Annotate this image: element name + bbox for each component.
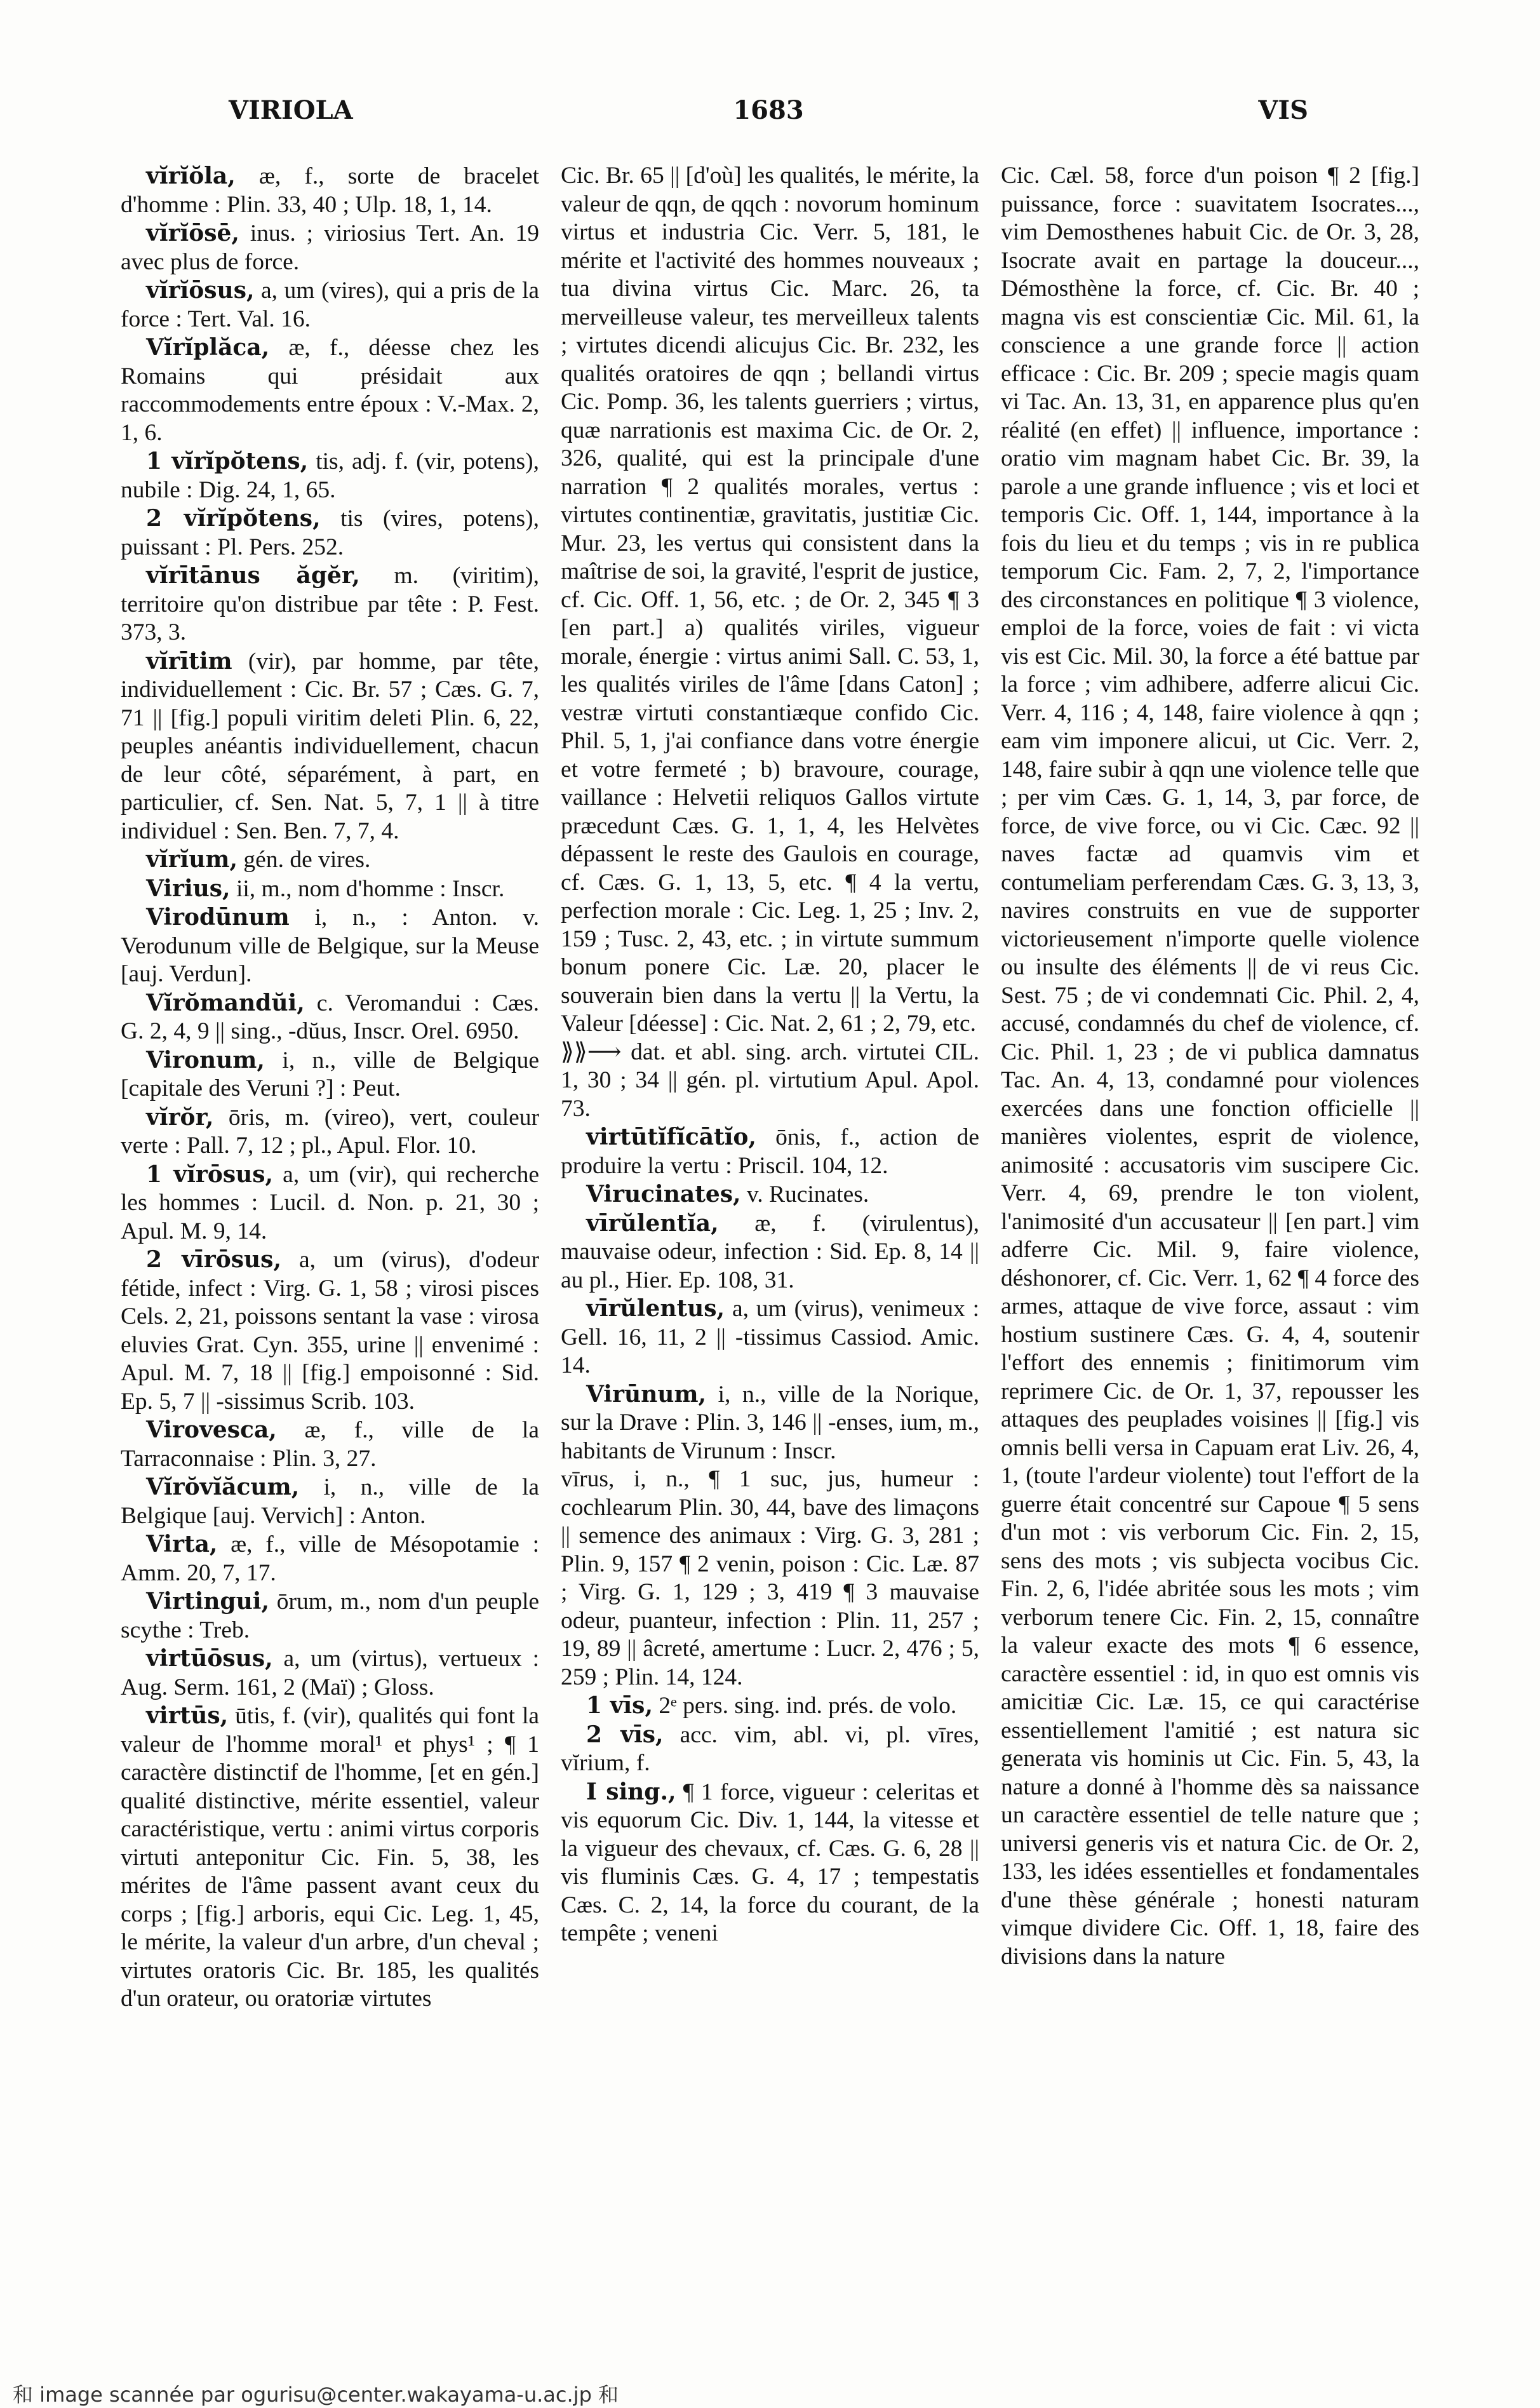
entry-headword: Virūnum, bbox=[586, 1380, 707, 1408]
dictionary-entry bbox=[121, 1246, 539, 1416]
page-number: 1683 bbox=[733, 95, 804, 125]
header-first-word: VIRIOLA bbox=[229, 95, 353, 125]
entry-headword: Virtingui, bbox=[146, 1588, 269, 1615]
entry-headword: 1 vĭrĭpŏtens, bbox=[146, 448, 309, 474]
entry-definition: inus. ; viriosius Tert. An. 19 avec plus de force. bbox=[121, 220, 539, 275]
header-last-word: VIS bbox=[1258, 95, 1308, 125]
entry-definition: i, n., : Anton. v. Verodunum ville de Belgique, sur la Meuse [auj. Verdun]. bbox=[121, 905, 539, 987]
dictionary-entry bbox=[561, 1721, 979, 1778]
entry-headword: virtūs, bbox=[146, 1702, 229, 1729]
dictionary-entry bbox=[121, 447, 539, 504]
entry-definition: æ, f. (virulentus), mauvaise odeur, infection : Sid. Ep. 8, 14 || au pl., Hier. Ep. 108, 31. bbox=[561, 1210, 979, 1293]
entry-definition: ōris, m. (vireo), vert, couleur verte : Pall. 7, 12 ; pl., Apul. Flor. 10. bbox=[121, 1104, 539, 1159]
dictionary-entry bbox=[121, 1587, 539, 1645]
dictionary-entry bbox=[121, 1103, 539, 1160]
entry-headword: vīrŭlentĭa, bbox=[586, 1209, 719, 1237]
entry-definition: a, um (vires), qui a pris de la force : Tert. Val. 16. bbox=[121, 278, 539, 332]
entry-definition: i, n., ville de la Belgique [auj. Vervich] : Anton. bbox=[121, 1474, 539, 1529]
entry-definition: ūtis, f. (vir), qualités qui font la valeur de l'homme moral¹ et phys¹ ; ¶ 1 caractère distinctif de l'homme, [et en gén.] qualité distinctive, mérite essentiel, valeur caractéristique, vertu : animi virtus corporis virtuti anteponitur Cic. Fin. 5, 38, les mérites de l'âme passent avant ceux du corps ; [fig.] arboris, equi Cic. Leg. 1, 45, le mérite, la valeur d'un arbre, d'un cheval ; virtutes oratoris Cic. Br. 185, les qualités d'un orateur, ou oratoriæ virtutes bbox=[121, 1703, 539, 2012]
dictionary-entry bbox=[561, 1465, 979, 1692]
entry-headword: virtūtĭfĭcātĭo, bbox=[586, 1124, 756, 1150]
dictionary-entry bbox=[561, 1180, 979, 1209]
entry-definition: i, n., ville de la Norique, sur la Drave : Plin. 3, 146 || -enses, ium, m., habitants de Virunum : Inscr. bbox=[561, 1381, 979, 1464]
dictionary-entry bbox=[561, 1380, 979, 1466]
column-3 bbox=[1001, 162, 1419, 2322]
entry-headword: vīrŭlentus, bbox=[586, 1295, 725, 1322]
entry-definition: æ, f., ville de Mésopotamie : Amm. 20, 7, 17. bbox=[121, 1531, 539, 1586]
dictionary-entry bbox=[121, 647, 539, 846]
entry-headword: vĭrĭŏla, bbox=[146, 163, 236, 189]
dictionary-columns bbox=[121, 162, 1419, 2322]
entry-headword: 2 vĭrĭpŏtens, bbox=[146, 505, 321, 532]
entry-definition: æ, f., déesse chez les Romains qui présidait aux raccommodements entre époux : V.-Max. 2, 1, 6. bbox=[121, 335, 539, 446]
entry-headword: virtūōsus, bbox=[146, 1645, 273, 1672]
dictionary-entry bbox=[561, 1209, 979, 1295]
entry-headword: 2 vīs, bbox=[586, 1721, 664, 1748]
entry-definition: æ, f., ville de la Tarraconnaise : Plin. 3, 27. bbox=[121, 1417, 539, 1472]
dictionary-entry bbox=[121, 219, 539, 276]
entry-definition: a, um (virus), d'odeur fétide, infect : Virg. G. 1, 58 ; virosi pisces Cels. 2, 21, poissons sentant la vase : virosa eluvies Grat. Cyn. 355, urine || envenimé : Apul. M. 7, 18 || [fig.] empoisonné : Sid. Ep. 5, 7 || -sissimus Scrib. 103. bbox=[121, 1247, 539, 1415]
dictionary-entry bbox=[561, 1295, 979, 1380]
entry-definition: 2ᵉ pers. sing. ind. prés. de volo. bbox=[659, 1693, 957, 1719]
entry-headword: vĭrītānus ăgĕr, bbox=[146, 562, 360, 589]
dictionary-entry bbox=[121, 1645, 539, 1702]
entry-headword: Vĭrŏmandŭi, bbox=[146, 989, 305, 1016]
entry-headword: Vironum, bbox=[146, 1046, 265, 1073]
dictionary-entry bbox=[121, 1416, 539, 1473]
entry-headword: vĭrĭōsus, bbox=[146, 277, 255, 304]
dictionary-entry bbox=[121, 875, 539, 904]
entry-definition: a, um (virtus), vertueux : Aug. Serm. 161, 2 (Maï) ; Gloss. bbox=[121, 1646, 539, 1700]
entry-definition: Cic. Br. 65 || [d'où] les qualités, le mérite, la valeur de qqn, de qqch : novorum hominum virtus et industria Cic. Verr. 5, 181, le mérite et l'activité des hommes nouveaux ; tua divina virtus Cic. Marc. 26, ta merveilleuse valeur, tes merveilleux talents ; virtutes dicendi alicujus Cic. Br. 232, les qualités oratoires de qqn ; bellandi virtus Cic. Pomp. 36, les talents guerriers ; virtus, quæ narrationis est maxima Cic. de Or. 2, 326, qualité, qui est la principale d'une narration ¶ 2 qualités morales, vertus : virtutes continentiæ, gravitatis, justitiæ Cic. Mur. 23, les vertus qui consistent dans la maîtrise de soi, la gravité, l'esprit de justice, cf. Cic. Off. 1, 56, etc. ; de Or. 2, 345 ¶ 3 [en part.] a) qualités viriles, vigueur morale, énergie : virtus animi Sall. C. 53, 1, les qualités viriles de l'âme [dans Caton] ; vestræ virtuti constantiæque confido Cic. Phil. 5, 1, j'ai confiance dans votre énergie et votre fermeté ; b) bravoure, courage, vaillance : Helvetii reliquos Gallos virtute præcedunt Cæs. G. 1, 1, 4, les Helvètes dépassent le reste des Gaulois en courage, cf. Cæs. G. 1, 13, 5, etc. ¶ 4 la vertu, perfection morale : Cic. Leg. 1, 25 ; Inv. 2, 159 ; Tusc. 2, 43, etc. ; in virtute summum bonum ponere Cic. Læ. 20, placer le souverain bien dans la vertu || la Vertu, la Valeur [déesse] : Cic. Nat. 2, 61 ; 2, 79, etc. bbox=[561, 163, 979, 1037]
entry-headword: 1 vĭrōsus, bbox=[146, 1160, 274, 1188]
entry-definition: a, um (vir), qui recherche les hommes : Lucil. d. Non. p. 21, 30 ; Apul. M. 9, 14. bbox=[121, 1161, 539, 1244]
entry-definition: ōnis, f., action de produire la vertu : Priscil. 104, 12. bbox=[561, 1124, 979, 1179]
entry-definition: m. (viritim), territoire qu'on distribue par tête : P. Fest. 373, 3. bbox=[121, 563, 539, 645]
entry-headword: Virta, bbox=[146, 1531, 218, 1557]
dictionary-entry bbox=[121, 333, 539, 447]
entry-headword: vĭrŏr, bbox=[146, 1103, 214, 1131]
dictionary-entry bbox=[121, 1046, 539, 1103]
entry-headword: vĭrĭōsē, bbox=[146, 220, 239, 246]
entry-definition: gén. de vires. bbox=[243, 847, 371, 873]
dictionary-entry bbox=[121, 1702, 539, 2014]
entry-definition: ¶ 1 force, vigueur : celeritas et vis equorum Cic. Div. 1, 144, la vitesse et la vigueur des chevaux, cf. Cæs. G. 6, 28 || vis fluminis Cæs. G. 4, 17 ; tempestatis Cæs. C. 2, 14, la force du courant, de la tempête ; veneni bbox=[561, 1779, 979, 1946]
entry-headword: vĭrītim bbox=[146, 647, 232, 675]
entry-definition: Cic. Cæl. 58, force d'un poison ¶ 2 [fig.] puissance, force : suavitatem Isocrates..., vim Demosthenes habuit Cic. de Or. 3, 28, Isocrate avait en partage la douceur..., Démosthène la force, cf. Cic. Br. 40 ; magna vis est conscientiæ Cic. Mil. 61, la conscience a une grande force || action efficace : Cic. Br. 209 ; specie magis quam vi Tac. An. 13, 31, en apparence plus qu'en réalité (en effet) || influence, importance : oratio vim magnam habet Cic. Br. 39, la parole a une grande influence ; vis et loci et temporis Cic. Off. 1, 144, importance à la fois du lieu et du temps ; vis in re publica temporum Cic. Fam. 2, 7, 2, l'importance des circonstances en politique ¶ 3 violence, emploi de la force, voies de fait : vi victa vis est Cic. Mil. 30, la force a été battue par la force ; vim adhibere, adferre alicui Cic. Verr. 4, 116 ; 4, 148, faire violence à qqn ; eam vim imponere alicui, ut Cic. Verr. 2, 148, faire subir à qqn une violence telle que ; per vim Cæs. G. 1, 14, 3, par force, de force, de vive force, ou vi Cic. Cæc. 92 || naves factæ ad quamvis vim et contumeliam perferendam Cæs. G. 3, 13, 3, navires construits en vue de supporter victorieusement n'importe quelle violence ou insulte des éléments || de vi reus Cic. Sest. 75 ; de vi condemnati Cic. Phil. 2, 4, accusé, condamnés du chef de violence, cf. Cic. Phil. 1, 23 ; de vi publica damnatus Tac. An. 4, 13, condamné pour violences exercées dans une fonction officielle || manières violentes, esprit de violence, animosité : accusatoris vim suscipere Cic. Verr. 4, 69, prendre le ton violent, l'animosité d'un accusateur || [en part.] vim adferre Cic. Mil. 9, faire violence, déshonorer, cf. Cic. Verr. 1, 62 ¶ 4 force des armes, attaque de vive force, assaut : vim hostium sustinere Cæs. G. 4, 4, soutenir l'effort des ennemis ; finitimorum vim reprimere Cic. de Or. 1, 37, repousser les attaques des peuplades voisines || [fig.] vis omnis belli versa in Capuam erat Liv. 26, 4, 1, (toute l'ardeur violente) tout l'effort de la guerre était concentré sur Capoue ¶ 5 sens d'un mot : vis verborum Cic. Fin. 2, 15, sens des mots ; vis subjecta vocibus Cic. Fin. 2, 6, l'idée abritée sous les mots ; vim verborum tenere Cic. Fin. 2, 15, connaître la valeur exacte des mots ¶ 6 essence, caractère essentiel : id, in quo est omnis vis amicitiæ Cic. Læ. 15, ce qui caractérise essentiellement l'amitié ; est natura sic generata vis hominis ut Cic. Fin. 5, 43, la nature a donné à l'homme dès sa naissance un caractère essentiel de telle nature que ; universi generis vis et natura Cic. de Or. 2, 133, les idées essentielles et fondamentales d'une thèse générale ; honesti naturam vimque dividere Cic. Off. 1, 18, faire des divisions dans la nature bbox=[1001, 163, 1419, 1970]
dictionary-entry bbox=[561, 1692, 979, 1721]
entry-headword: Vĭrĭplăca, bbox=[146, 334, 270, 361]
dictionary-entry bbox=[121, 903, 539, 989]
page-header bbox=[229, 95, 1308, 140]
entry-definition: v. Rucinates. bbox=[746, 1181, 869, 1207]
entry-definition: æ, f., sorte de bracelet d'homme : Plin. 33, 40 ; Ulp. 18, 1, 14. bbox=[121, 163, 539, 218]
entry-definition: acc. vim, abl. vi, pl. vīres, vĭrium, f. bbox=[561, 1721, 979, 1776]
dictionary-entry bbox=[121, 1160, 539, 1246]
column-2 bbox=[561, 162, 979, 2322]
dictionary-entry bbox=[561, 1039, 979, 1124]
entry-definition: (vir), par homme, par tête, individuellement : Cic. Br. 57 ; Cæs. G. 7, 71 || [fig.] populi viritim deleti Plin. 6, 22, peuples anéantis individuellement, chacun de leur côté, séparément, à part, en particulier, cf. Sen. Nat. 5, 7, 1 || à titre individuel : Sen. Ben. 7, 7, 4. bbox=[121, 648, 539, 844]
dictionary-entry bbox=[121, 276, 539, 333]
entry-definition: vīrus, i, n., ¶ 1 suc, jus, humeur : cochlearum Plin. 30, 44, bave des limaçons || semence des animaux : Virg. G. 3, 281 ; Plin. 9, 157 ¶ 2 venin, poison : Cic. Læ. 87 ; Virg. G. 1, 129 ; 3, 419 ¶ 3 mauvaise odeur, puanteur, infection : Plin. 11, 257 ; 19, 89 || âcreté, amertume : Lucr. 2, 476 ; 5, 259 ; Plin. 14, 124. bbox=[561, 1466, 979, 1690]
dictionary-entry bbox=[561, 162, 979, 1039]
column-1 bbox=[121, 162, 539, 2322]
dictionary-entry bbox=[121, 504, 539, 562]
entry-headword: I sing., bbox=[586, 1778, 676, 1805]
scan-credit: 和 image scannée par ogurisu@center.wakayama-u.ac.jp 和 bbox=[13, 2383, 619, 2407]
entry-definition: tis (vires, potens), puissant : Pl. Pers. 252. bbox=[121, 506, 539, 560]
entry-headword: 2 vīrōsus, bbox=[146, 1246, 281, 1273]
entry-definition: c. Veromandui : Cæs. G. 2, 4, 9 || sing., -dŭus, Inscr. Orel. 6950. bbox=[121, 990, 539, 1044]
entry-definition: ii, m., nom d'homme : Inscr. bbox=[236, 875, 505, 902]
dictionary-entry bbox=[121, 562, 539, 647]
dictionary-entry bbox=[121, 845, 539, 875]
dictionary-entry bbox=[121, 1530, 539, 1587]
entry-headword: Virovesca, bbox=[146, 1416, 277, 1443]
dictionary-entry bbox=[561, 1123, 979, 1180]
entry-headword: Virucinates, bbox=[586, 1181, 741, 1207]
entry-headword: 1 vīs, bbox=[586, 1692, 653, 1719]
dictionary-entry bbox=[121, 1473, 539, 1530]
entry-headword: Vĭrŏvĭăcum, bbox=[146, 1474, 300, 1500]
entry-definition: tis, adj. f. (vir, potens), nubile : Dig. 24, 1, 65. bbox=[121, 448, 539, 503]
entry-headword: vĭrĭum, bbox=[146, 846, 238, 873]
entry-definition: a, um (virus), venimeux : Gell. 16, 11, 2 || -tissimus Cassiod. Amic. 14. bbox=[561, 1296, 979, 1378]
dictionary-entry bbox=[561, 1778, 979, 1948]
dictionary-entry bbox=[1001, 162, 1419, 1971]
dictionary-entry bbox=[121, 162, 539, 219]
entry-headword: Virius, bbox=[146, 875, 231, 902]
dictionary-entry bbox=[121, 989, 539, 1046]
entry-definition: i, n., ville de Belgique [capitale des Veruni ?] : Peut. bbox=[121, 1047, 539, 1101]
entry-headword: Virodūnum bbox=[146, 904, 290, 931]
entry-definition: ⟫⟫⟶ dat. et abl. sing. arch. virtutei CIL. 1, 30 ; 34 || gén. pl. virtutium Apul. Apol. 73. bbox=[561, 1039, 979, 1122]
entry-definition: ōrum, m., nom d'un peuple scythe : Treb. bbox=[121, 1589, 539, 1643]
